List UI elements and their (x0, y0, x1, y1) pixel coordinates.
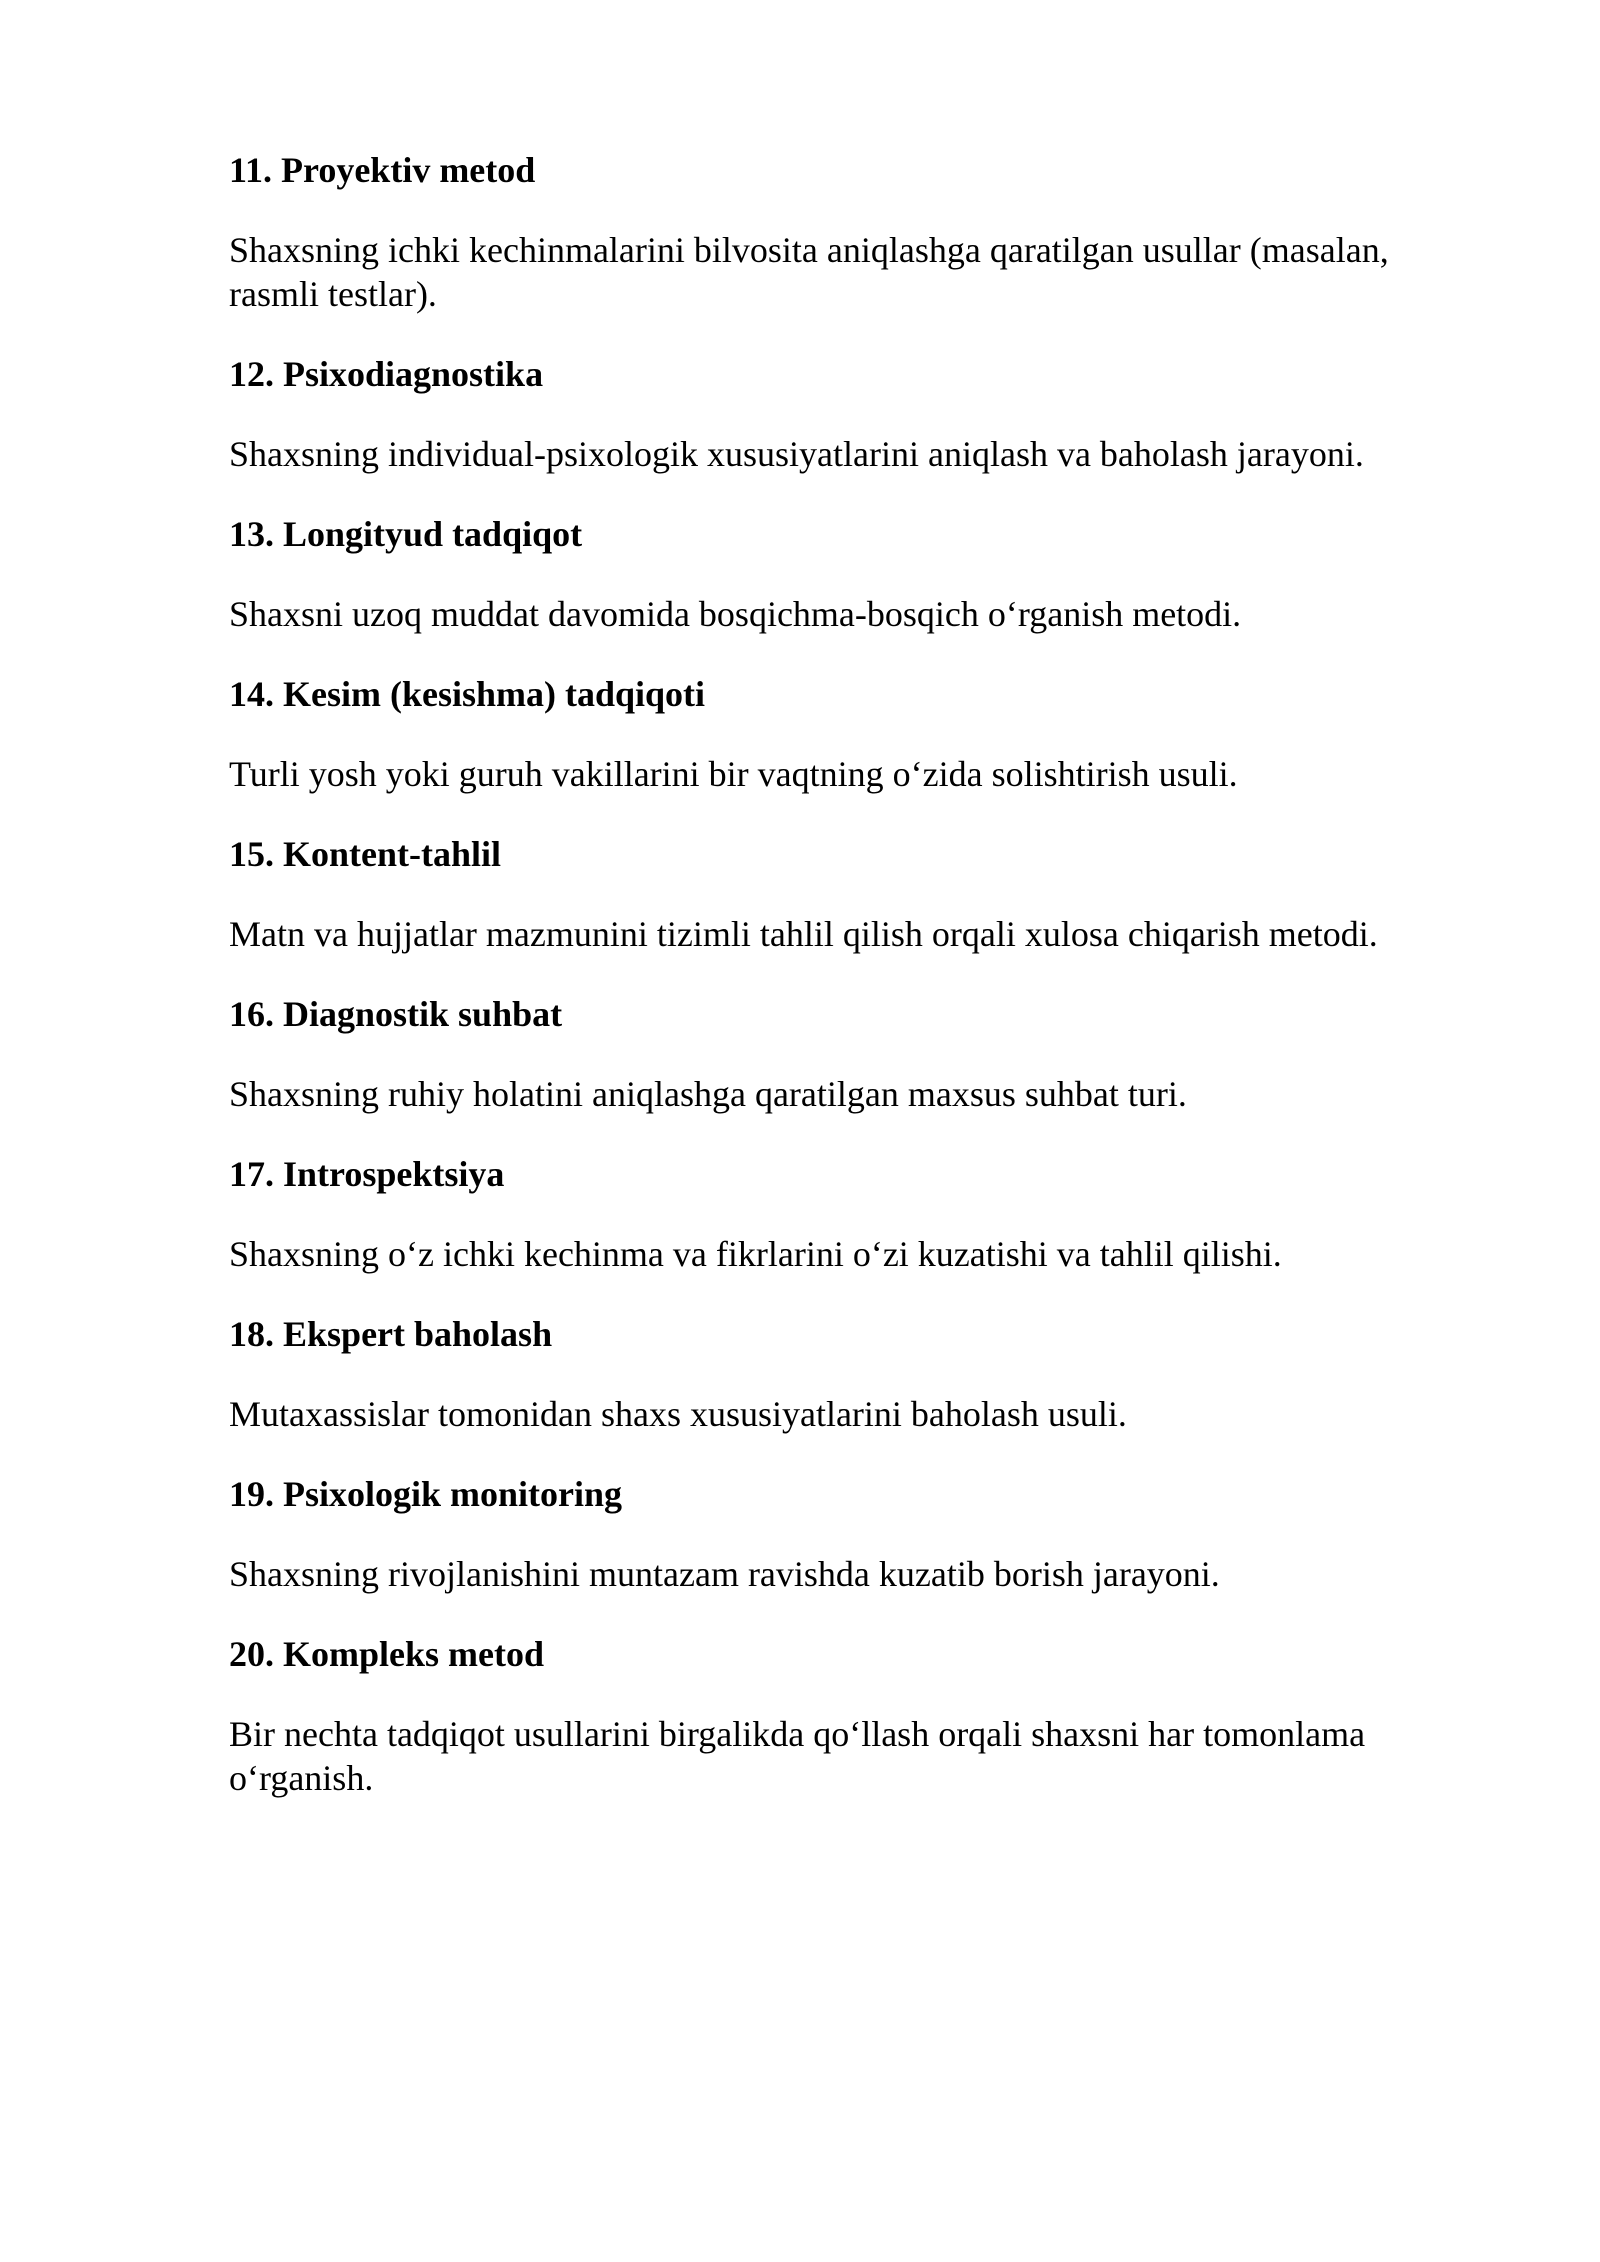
term-definition: Bir nechta tadqiqot usullarini birgalikda qo‘llash orqali shaxsni har tomonlama o‘rganish. (229, 1714, 1366, 1798)
entry-20 (229, 1632, 1469, 1800)
entry-16 (229, 992, 1469, 1116)
entry-15 (229, 832, 1469, 956)
term-definition: Turli yosh yoki guruh vakillarini bir vaqtning o‘zida solishtirish usuli. (229, 754, 1238, 794)
term-heading: 18. Ekspert baholash (229, 1314, 553, 1354)
term-definition: Shaxsning ruhiy holatini aniqlashga qaratilgan maxsus suhbat turi. (229, 1074, 1187, 1114)
term-definition: Shaxsni uzoq muddat davomida bosqichma-bosqich o‘rganish metodi. (229, 594, 1242, 634)
term-heading: 16. Diagnostik suhbat (229, 994, 563, 1034)
document-content (229, 148, 1469, 1836)
term-definition: Shaxsning ichki kechinmalarini bilvosita aniqlashga qaratilgan usullar (masalan, rasmli testlar). (229, 230, 1389, 314)
term-heading: 12. Psixodiagnostika (229, 354, 544, 394)
entry-19 (229, 1472, 1469, 1596)
entry-14 (229, 672, 1469, 796)
entry-12 (229, 352, 1469, 476)
entry-17 (229, 1152, 1469, 1276)
term-definition: Shaxsning rivojlanishini muntazam ravishda kuzatib borish jarayoni. (229, 1554, 1220, 1594)
entry-18 (229, 1312, 1469, 1436)
term-definition: Shaxsning individual-psixologik xususiyatlarini aniqlash va baholash jarayoni. (229, 434, 1364, 474)
entry-11 (229, 148, 1469, 316)
term-heading: 14. Kesim (kesishma) tadqiqoti (229, 674, 706, 714)
term-definition: Mutaxassislar tomonidan shaxs xususiyatlarini baholash usuli. (229, 1394, 1127, 1434)
term-heading: 11. Proyektiv metod (229, 150, 536, 190)
entry-13 (229, 512, 1469, 636)
term-definition: Matn va hujjatlar mazmunini tizimli tahlil qilish orqali xulosa chiqarish metodi. (229, 914, 1378, 954)
term-heading: 13. Longityud tadqiqot (229, 514, 583, 554)
term-heading: 17. Introspektsiya (229, 1154, 505, 1194)
term-heading: 20. Kompleks metod (229, 1634, 544, 1674)
term-heading: 15. Kontent-tahlil (229, 834, 502, 874)
term-definition: Shaxsning o‘z ichki kechinma va fikrlarini o‘zi kuzatishi va tahlil qilishi. (229, 1234, 1282, 1274)
term-heading: 19. Psixologik monitoring (229, 1474, 623, 1514)
